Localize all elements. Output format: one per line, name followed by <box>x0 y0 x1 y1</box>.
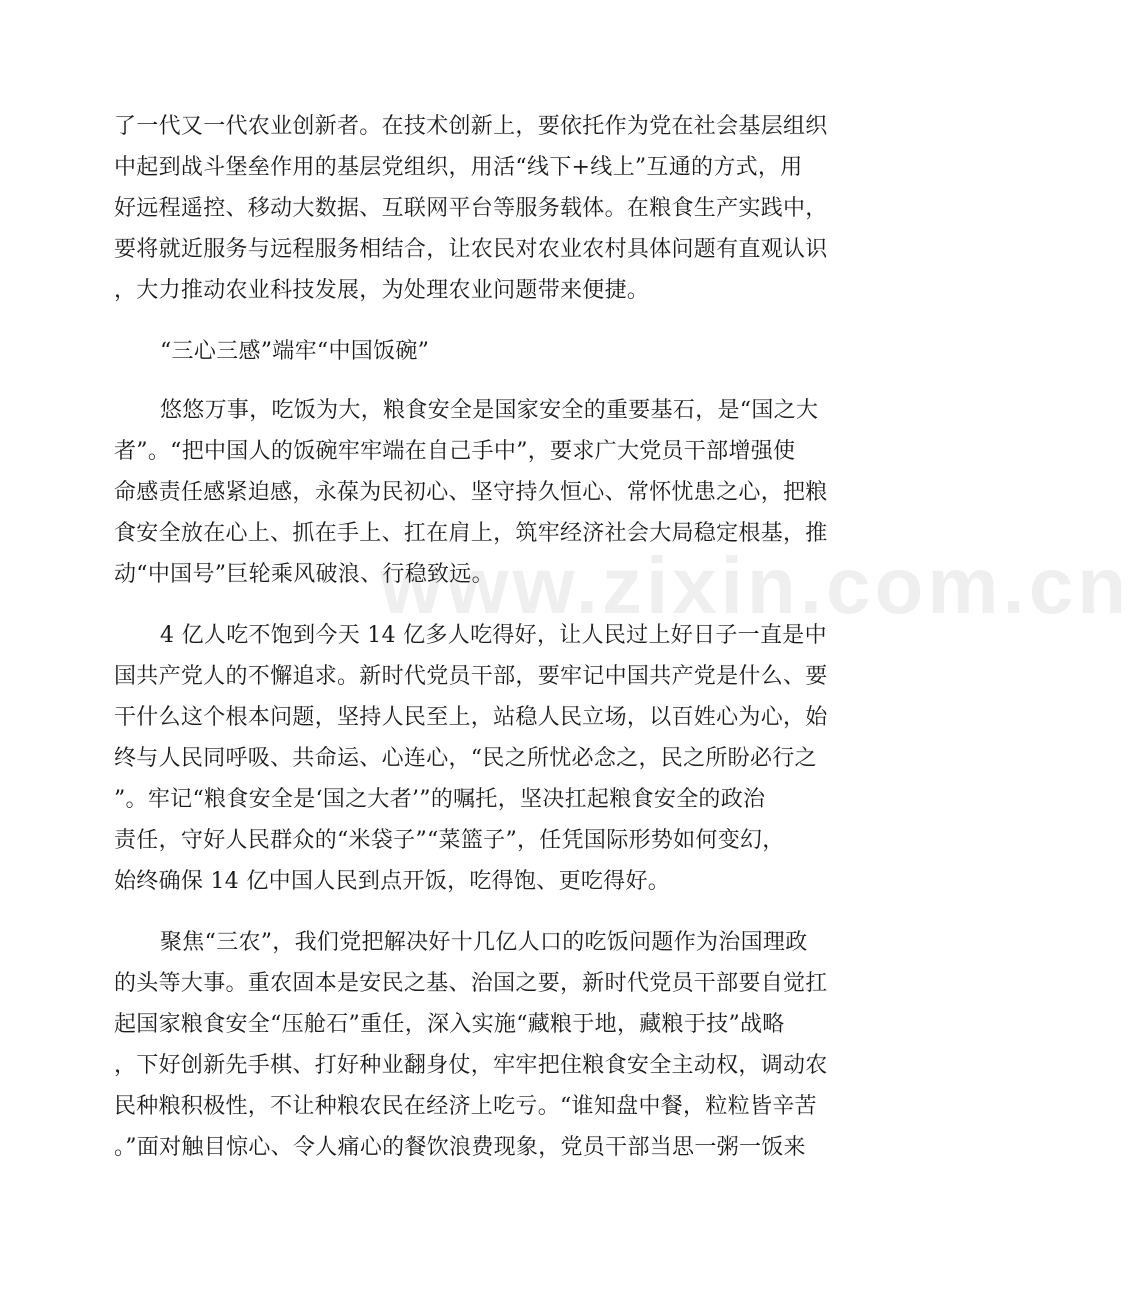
text-line: 民种粮积极性，不让种粮农民在经济上吃亏。“谁知盘中餐，粒粒皆辛苦 <box>114 1094 817 1119</box>
text-line: 的头等大事。重农固本是安民之基、治国之要，新时代党员干部要自觉扛 <box>114 971 828 996</box>
text-line: ，大力推动农业科技发展，为处理农业问题带来便捷。 <box>114 278 650 303</box>
text-line: 好远程遥控、移动大数据、互联网平台等服务载体。在粮食生产实践中， <box>114 196 828 221</box>
text-line: 命感责任感紧迫感，永葆为民初心、坚守持久恒心、常怀忧患之心，把粮 <box>114 480 828 505</box>
text-line: 。”面对触目惊心、令人痛心的餐饮浪费现象，党员干部当思一粥一饭来 <box>114 1135 806 1160</box>
text-line: 食安全放在心上、抓在手上、扛在肩上，筑牢经济社会大局稳定根基，推 <box>114 521 828 546</box>
text-line: 动“中国号”巨轮乘风破浪、行稳致远。 <box>114 562 494 587</box>
text-line: 悠悠万事，吃饭为大，粮食安全是国家安全的重要基石，是“国之大 <box>160 398 819 423</box>
text-line: 要将就近服务与远程服务相结合，让农民对农业农村具体问题有直观认识 <box>114 237 828 262</box>
text-line: 干什么这个根本问题，坚持人民至上，站稳人民立场，以百姓心为心，始 <box>114 705 828 730</box>
section-heading: “三心三感”端牢“中国饭碗” <box>160 339 430 364</box>
text-line: 了一代又一代农业创新者。在技术创新上，要依托作为党在社会基层组织 <box>114 114 828 139</box>
text-line: 国共产党人的不懈追求。新时代党员干部，要牢记中国共产党是什么、要 <box>114 664 828 689</box>
text-line: 聚焦“三农”，我们党把解决好十几亿人口的吃饭问题作为治国理政 <box>160 930 808 955</box>
text-line: 起国家粮食安全“压舱石”重任，深入实施“藏粮于地，藏粮于技”战略 <box>114 1012 785 1037</box>
text-line: 终与人民同呼吸、共命运、心连心，“民之所忧必念之，民之所盼必行之 <box>114 746 817 771</box>
text-line: 中起到战斗堡垒作用的基层党组织，用活“线下+线上”互通的方式，用 <box>114 155 803 180</box>
text-line: ，下好创新先手棋、打好种业翻身仗，牢牢把住粮食安全主动权，调动农 <box>114 1053 828 1078</box>
text-line: 4 亿人吃不饱到今天 14 亿多人吃得好，让人民过上好日子一直是中 <box>160 623 827 648</box>
text-line: 者”。“把中国人的饭碗牢牢端在自己手中”，要求广大党员干部增强使 <box>114 439 796 464</box>
text-line: ”。牢记“粮食安全是‘国之大者’”的嘱托，坚决扛起粮食安全的政治 <box>114 787 766 812</box>
watermark: www.zixin.com.cn <box>380 541 1130 630</box>
text-line: 责任，守好人民群众的“米袋子”“菜篮子”，任凭国际形势如何变幻， <box>114 828 785 853</box>
text-line: 始终确保 14 亿中国人民到点开饭，吃得饱、更吃得好。 <box>114 869 671 894</box>
